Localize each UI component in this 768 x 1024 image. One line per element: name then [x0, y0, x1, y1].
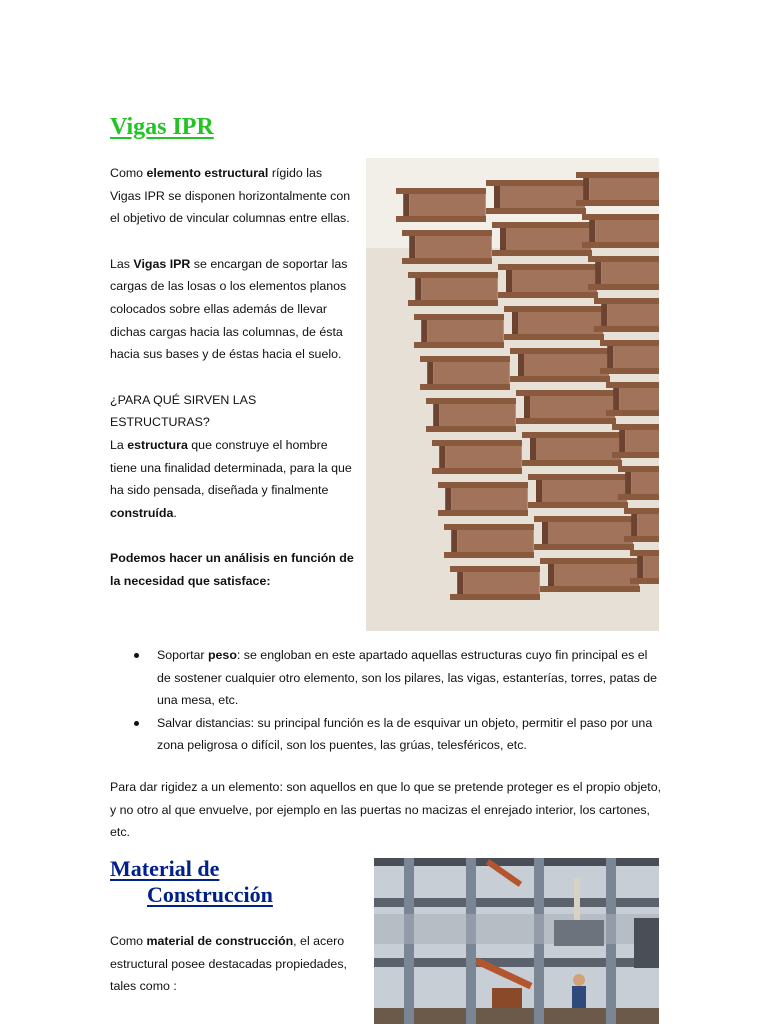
bold-term: construída: [110, 505, 174, 520]
beam-part: [444, 524, 534, 530]
i-beam: [486, 180, 586, 214]
paragraph-material: [110, 930, 365, 998]
beam-part: [504, 306, 604, 312]
i-beam: [492, 222, 592, 256]
paragraph-definition: [110, 162, 355, 230]
i-beam: [408, 272, 498, 306]
beam-part: [498, 292, 598, 298]
beam-part: [624, 536, 659, 542]
beam-part: [415, 278, 421, 300]
paragraph-rigidity: Para dar rigidez a un elemento: son aquellos en que lo que se pretende proteger es el propio objeto, y no otro al que envuelve, por ejemplo en las puertas no macizas el enrejado interior, los cartones, etc.: [110, 780, 662, 840]
beam-part: [457, 572, 463, 594]
beam-part: [595, 262, 601, 284]
beam-part: [540, 586, 640, 592]
beam-part: [534, 544, 634, 550]
beam-part: [408, 300, 498, 306]
text: Las: [110, 256, 134, 271]
beam-part: [438, 482, 528, 488]
text: que construye el hombre tiene una finalidad determinada, para la que ha sido pensada, diseñada y finalmente: [110, 437, 352, 498]
text: rígido las Vigas IPR se disponen horizontalmente con el objetivo de vincular columnas entre ellas.: [110, 166, 351, 226]
i-beam: [426, 398, 516, 432]
steel-beams-illustration: [366, 158, 659, 631]
beam-part: [625, 472, 631, 494]
beam-part: [522, 460, 622, 466]
bold-term: Vigas IPR: [133, 256, 191, 271]
beam-part: [534, 516, 634, 522]
beam-part: [420, 384, 510, 390]
beam-part: [618, 494, 659, 500]
beam-part: [506, 228, 591, 250]
i-beam: [420, 356, 510, 390]
bullet-icon: [134, 721, 139, 726]
beam-part: [414, 342, 504, 348]
beam-part: [498, 264, 598, 270]
title-line-2: Construcción: [147, 882, 273, 907]
beam-part: [613, 346, 659, 368]
section-title-vigas: Vigas IPR: [110, 114, 214, 140]
text: se encargan de soportar las cargas de las losas o los elementos planos colocados sobre ellas además de llevar dichas cargas hacia las columnas, de ésta hacia sus bases y de éstas hacia el suelo.: [110, 256, 348, 362]
beam-part: [510, 376, 610, 382]
top-beam: [374, 858, 659, 866]
beam-part: [612, 452, 659, 458]
i-beam: [540, 558, 640, 592]
beam-part: [613, 388, 619, 410]
beam-part: [439, 404, 516, 426]
i-beam: [414, 314, 504, 348]
beam-part: [542, 522, 548, 544]
beam-part: [512, 312, 518, 334]
beam-part: [594, 298, 659, 304]
beam-part: [451, 488, 528, 510]
beam-part: [530, 396, 615, 418]
text: Soportar: [157, 648, 208, 662]
beam-part: [624, 508, 659, 514]
beam-part: [506, 270, 512, 292]
bold-term: estructura: [127, 437, 188, 452]
side-column: [634, 918, 659, 968]
beam-part: [426, 398, 516, 404]
beam-part: [528, 502, 628, 508]
i-beam: [504, 306, 604, 340]
beam-part: [601, 262, 659, 284]
beam-part: [450, 566, 540, 572]
bold-term: peso: [207, 648, 237, 662]
ground: [374, 1008, 659, 1024]
beam-part: [433, 362, 510, 384]
needs-list: [110, 644, 662, 757]
beam-part: [643, 556, 659, 578]
beam-part: [630, 550, 659, 556]
i-beam: [498, 264, 598, 298]
bold-term: elemento estructural: [146, 166, 269, 180]
bullet-icon: [134, 653, 139, 658]
beam-part: [536, 480, 542, 502]
beam-part: [631, 514, 637, 536]
i-beam: [396, 188, 486, 222]
beam-part: [576, 172, 659, 178]
i-beam: [606, 382, 659, 416]
beam-part: [409, 194, 486, 216]
beam-part: [518, 354, 524, 376]
construction-illustration: [374, 858, 659, 1024]
text: Salvar distancias: su principal función es la de esquivar un objeto, permitir el paso por una zona peligrosa o difícil, son los puentes, las grúas, telesféricos, etc.: [157, 715, 653, 753]
i-beam: [534, 516, 634, 550]
beam-part: [637, 514, 659, 536]
beam-part: [427, 362, 433, 384]
i-beam: [528, 474, 628, 508]
beam-part: [486, 180, 586, 186]
beam-part: [536, 438, 621, 460]
beam-part: [625, 430, 659, 452]
i-beam: [402, 230, 492, 264]
worker-head: [573, 974, 585, 986]
beam-part: [432, 468, 522, 474]
text: La: [110, 437, 128, 452]
beam-part: [427, 320, 504, 342]
beam-part: [516, 390, 616, 396]
beam-part: [618, 466, 659, 472]
i-beam: [522, 432, 622, 466]
beam-part: [494, 186, 500, 208]
text: , el acero estructural posee destacadas propiedades, tales como :: [110, 934, 347, 994]
beam-part: [582, 242, 659, 248]
beam-part: [528, 474, 628, 480]
beam-part: [421, 320, 427, 342]
beam-part: [631, 472, 659, 494]
beam-part: [600, 340, 659, 346]
construction-site-photo: [374, 858, 659, 1024]
i-beam: [432, 440, 522, 474]
beam-part: [421, 278, 498, 300]
beam-part: [512, 270, 597, 292]
beam-part: [589, 178, 659, 200]
beam-part: [414, 314, 504, 320]
beam-part: [445, 446, 522, 468]
beam-part: [606, 410, 659, 416]
beam-part: [594, 326, 659, 332]
beam-part: [451, 530, 457, 552]
i-beam: [444, 524, 534, 558]
beam-part: [450, 594, 540, 600]
beam-part: [600, 368, 659, 374]
beam-part: [554, 564, 639, 586]
section-title-material: [110, 856, 273, 908]
beam-part: [408, 272, 498, 278]
beam-part: [516, 418, 616, 424]
beam-part: [607, 346, 613, 368]
i-beam: [576, 172, 659, 206]
beam-part: [504, 334, 604, 340]
beam-part: [619, 388, 659, 410]
beam-part: [588, 256, 659, 262]
beam-part: [607, 304, 659, 326]
beam-part: [595, 220, 659, 242]
beam-part: [439, 446, 445, 468]
beam-part: [542, 480, 627, 502]
intro-column: [110, 162, 355, 616]
beam-part: [518, 312, 603, 334]
beam-part: [486, 208, 586, 214]
i-beam: [582, 214, 659, 248]
floor-beam: [374, 958, 659, 967]
beam-part: [402, 230, 492, 236]
beam-part: [510, 348, 610, 354]
beam-part: [522, 432, 622, 438]
beam-part: [524, 354, 609, 376]
beam-part: [426, 426, 516, 432]
beam-part: [583, 178, 589, 200]
analysis-heading: Podemos hacer un análisis en función de la necesidad que satisface:: [110, 551, 354, 588]
beam-part: [409, 236, 415, 258]
beam-part: [403, 194, 409, 216]
beam-part: [612, 424, 659, 430]
beam-part: [530, 438, 536, 460]
worker-body: [572, 986, 586, 1008]
beam-part: [438, 510, 528, 516]
i-beam: [450, 566, 540, 600]
question-heading: ¿PARA QUÉ SIRVEN LAS ESTRUCTURAS?: [110, 392, 257, 430]
beam-part: [619, 430, 625, 452]
beam-part: [444, 552, 534, 558]
list-item: [110, 644, 662, 712]
beam-part: [396, 216, 486, 222]
beam-part: [582, 214, 659, 220]
beam-part: [601, 304, 607, 326]
beam-part: [524, 396, 530, 418]
beam-part: [576, 200, 659, 206]
beam-part: [548, 564, 554, 586]
text: Como: [110, 166, 147, 180]
list-item: [110, 712, 662, 757]
text: Como: [110, 934, 147, 948]
beam-part: [589, 220, 595, 242]
beam-part: [433, 404, 439, 426]
i-beam: [594, 298, 659, 332]
beam-part: [540, 558, 640, 564]
text: .: [173, 505, 177, 520]
beam-part: [463, 572, 540, 594]
beam-part: [500, 228, 506, 250]
distant-structure: [374, 914, 659, 944]
beam-part: [432, 440, 522, 446]
beam-part: [588, 284, 659, 290]
beam-part: [500, 186, 585, 208]
steel-beams-photo: [366, 158, 659, 631]
paragraph-structure: [110, 434, 355, 524]
title-line-1: Material de: [110, 856, 220, 881]
rust-block: [492, 988, 522, 1008]
beam-part: [637, 556, 643, 578]
beam-part: [492, 250, 592, 256]
i-beam: [600, 340, 659, 374]
beam-part: [420, 356, 510, 362]
bold-term: material de construcción: [146, 934, 294, 948]
floor-beam: [374, 898, 659, 907]
beam-part: [396, 188, 486, 194]
beam-part: [492, 222, 592, 228]
beam-part: [548, 522, 633, 544]
i-beam: [510, 348, 610, 382]
beam-part: [606, 382, 659, 388]
paragraph-function: [110, 253, 355, 366]
i-beam: [516, 390, 616, 424]
text: : se engloban en este apartado aquellas estructuras cuyo fin principal es el de sostener cualquier otro elemento, son los pilares, las vigas, estanterías, torres, patas de una mesa, etc.: [157, 648, 658, 708]
beam-part: [630, 578, 659, 584]
crate: [554, 920, 604, 946]
beam-part: [457, 530, 534, 552]
beam-part: [415, 236, 492, 258]
i-beam: [438, 482, 528, 516]
i-beam: [588, 256, 659, 290]
beam-part: [402, 258, 492, 264]
beam-part: [445, 488, 451, 510]
